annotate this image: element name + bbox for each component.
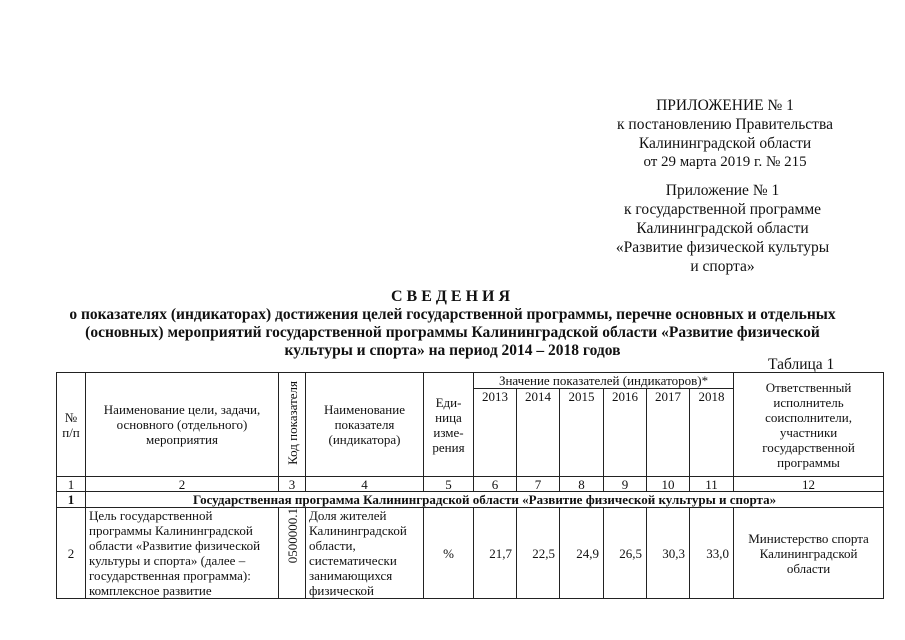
column-number: 3 [279, 477, 306, 492]
column-number: 12 [734, 477, 884, 492]
header-values-group: Значение показателей (индикаторов)* [474, 373, 734, 389]
header-name: Наименование цели, задачи, основного (отдельного) мероприятия [86, 373, 279, 477]
document-heading: СВЕДЕНИЯ [390, 288, 515, 305]
subheading-line1: о показателях (индикаторах) достижения целей государственной программы, перечне основных и отдельных [69, 306, 836, 323]
header-code [279, 373, 306, 477]
table-row [57, 508, 884, 599]
appendix-program-line5: и спорта» [690, 258, 755, 275]
program-row [57, 492, 884, 508]
column-number: 4 [306, 477, 424, 492]
header-code-label: Код показателя [284, 381, 300, 465]
column-number: 5 [424, 477, 474, 492]
row-value-2015: 24,9 [560, 508, 604, 599]
row-code-label: 0500000.1 [284, 508, 300, 564]
header-year-2016: 2016 [604, 389, 647, 477]
column-number: 9 [604, 477, 647, 492]
row-responsible: Министерство спорта Калининградской области [734, 508, 884, 599]
column-number: 2 [86, 477, 279, 492]
header-num: № п/п [57, 373, 86, 477]
header-year-2014: 2014 [517, 389, 560, 477]
row-value-2017: 30,3 [647, 508, 690, 599]
row-value-2016: 26,5 [604, 508, 647, 599]
appendix-decree-block [590, 96, 860, 172]
column-number-row [57, 477, 884, 492]
indicators-table [56, 372, 884, 599]
header-responsible: Ответственный исполнитель соисполнители, участники государственной программы [734, 373, 884, 477]
appendix-decree-date: от 29 марта 2019 г. № 215 [643, 154, 807, 170]
row-value-2013: 21,7 [474, 508, 517, 599]
program-row-title: Государственная программа Калининградской области «Развитие физической культуры и спорта» [86, 492, 884, 508]
column-number: 1 [57, 477, 86, 492]
appendix-program-title: Приложение № 1 [665, 182, 780, 199]
header-indicator: Наименование показателя (индикатора) [306, 373, 424, 477]
column-number: 11 [690, 477, 734, 492]
header-year-2013: 2013 [474, 389, 517, 477]
row-unit: % [424, 508, 474, 599]
row-code [279, 508, 306, 599]
header-unit: Еди-ница изме-рения [424, 373, 474, 477]
appendix-program-block [560, 181, 885, 276]
column-number: 8 [560, 477, 604, 492]
appendix-decree-line3: Калининградской области [638, 135, 812, 152]
appendix-program-line2: к государственной программе [623, 201, 822, 218]
appendix-decree-title: ПРИЛОЖЕНИЕ № 1 [656, 97, 794, 114]
appendix-program-line4: «Развитие физической культуры [615, 239, 830, 256]
row-indicator-name: Доля жителей Калининградской области, систематически занимающихся физической [306, 508, 424, 599]
subheading-line3: культуры и спорта» на период 2014 – 2018 годов [284, 342, 621, 359]
appendix-program-line3: Калининградской области [636, 220, 809, 237]
row-value-2014: 22,5 [517, 508, 560, 599]
row-value-2018: 33,0 [690, 508, 734, 599]
document-subheading [0, 306, 905, 360]
column-number: 7 [517, 477, 560, 492]
appendix-decree-line2: к постановлению Правительства [617, 116, 833, 133]
column-number: 6 [474, 477, 517, 492]
subheading-line2: (основных) мероприятий государственной программы Калининградской области «Развитие физической [85, 324, 820, 341]
header-year-2015: 2015 [560, 389, 604, 477]
header-year-2017: 2017 [647, 389, 690, 477]
row-goal-name: Цель государственной программы Калининградской области «Развитие физической культуры и спорта» (далее – государственная программа): комплексное развитие [86, 508, 279, 599]
column-number: 10 [647, 477, 690, 492]
header-row-1 [57, 373, 884, 389]
row-num: 2 [57, 508, 86, 599]
program-row-num: 1 [57, 492, 86, 508]
table-label: Таблица 1 [768, 356, 835, 373]
header-year-2018: 2018 [690, 389, 734, 477]
